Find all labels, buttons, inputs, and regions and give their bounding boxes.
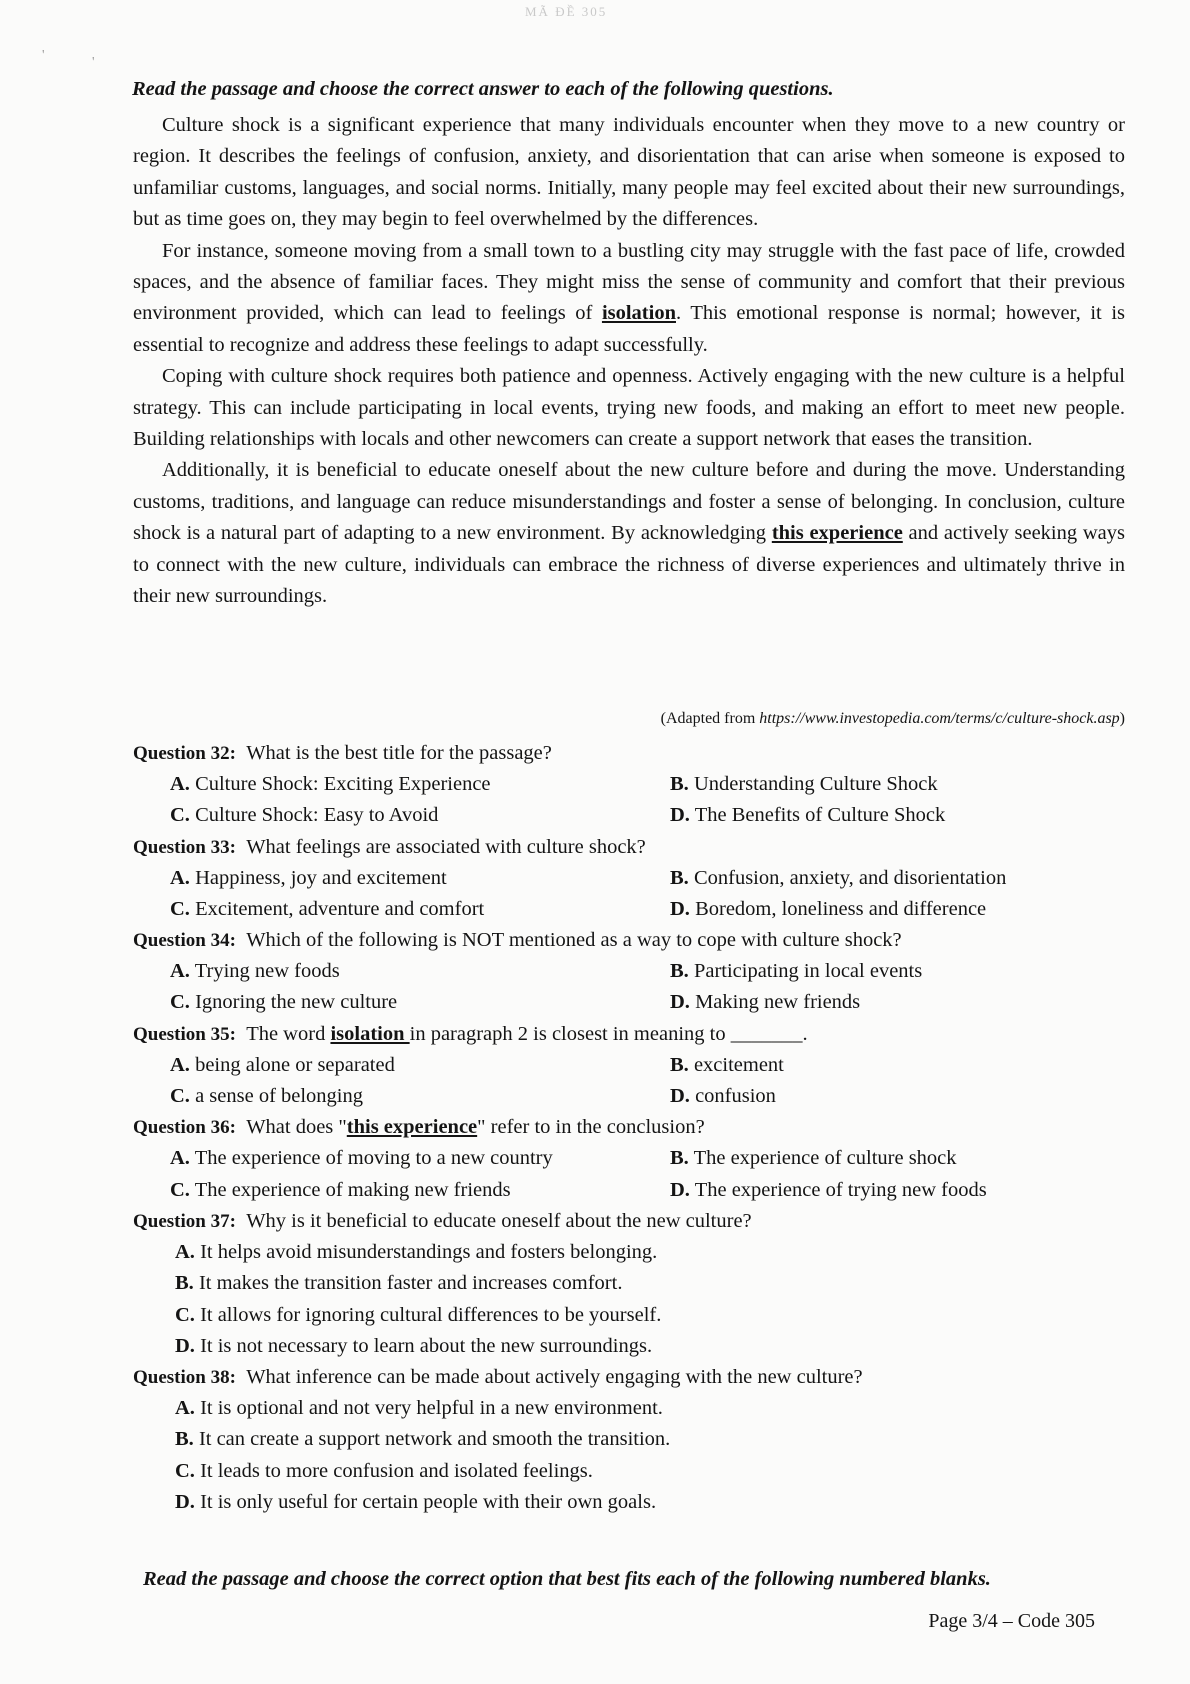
answer-option[interactable]: [175, 1268, 1123, 1299]
keyword-isolation: isolation: [601, 302, 676, 325]
option-letter: C.: [170, 1178, 190, 1201]
option-letter: D.: [670, 1085, 690, 1108]
answer-options: [133, 863, 1123, 926]
question-keyword: isolation: [330, 1022, 410, 1045]
question-block: [133, 738, 1123, 832]
option-text: The experience of making new friends: [194, 1178, 511, 1201]
keyword-this-experience: this experience: [771, 522, 903, 545]
instruction-top: Read the passage and choose the correct answer to each of the following questions.: [132, 78, 834, 100]
answer-options: [133, 956, 1123, 1019]
answer-option[interactable]: [170, 894, 670, 925]
question-stem: [133, 1362, 1123, 1393]
option-text: Trying new foods: [194, 960, 340, 983]
source-citation: (Adapted from https://www.investopedia.com/terms/c/culture-shock.asp): [660, 710, 1125, 727]
answer-option[interactable]: [175, 1456, 1123, 1487]
question-text: What feelings are associated with culture shock?: [246, 835, 646, 858]
option-letter: D.: [175, 1334, 195, 1357]
option-text: Making new friends: [695, 991, 861, 1014]
option-letter: A.: [170, 1053, 190, 1076]
answer-option[interactable]: [170, 1175, 670, 1206]
question-keyword: this experience: [346, 1116, 478, 1139]
question-text: What inference can be made about actively engaging with the new culture?: [246, 1366, 863, 1389]
paragraph-1: Culture shock is a significant experience that many individuals encounter when they move to a new country or region. It describes the feelings of confusion, anxiety, and disorientation that can arise when someone is exposed to unfamiliar customs, languages, and social norms. Initially, many people may feel excited about their new surroundings, but as time goes on, they may begin to feel overwhelmed by the differences.: [133, 114, 1125, 231]
option-letter: C.: [170, 991, 190, 1014]
option-letter: B.: [175, 1428, 194, 1451]
option-letter: D.: [670, 991, 690, 1014]
option-text: It leads to more confusion and isolated feelings.: [200, 1459, 593, 1482]
scan-mark: ': [42, 48, 45, 63]
paragraph-2: For instance, someone moving from a small town to a bustling city may struggle with the fast pace of life, crowded spaces, and the absence of familiar faces. They might miss the sense of community and comfort that their previous environment provided, which can lead to feelings of isolation. This emotional response is normal; however, it is essential to recognize and address these feelings to adapt successfully.: [133, 239, 1125, 356]
option-text: It is not necessary to learn about the new surroundings.: [200, 1334, 653, 1357]
option-letter: C.: [170, 804, 190, 827]
option-letter: B.: [670, 1147, 689, 1170]
answer-option[interactable]: [170, 956, 670, 987]
option-letter: B.: [175, 1272, 194, 1295]
question-stem: [133, 832, 1123, 863]
answer-options: [133, 1237, 1123, 1362]
question-stem: [133, 1206, 1123, 1237]
question-text: Why is it beneficial to educate oneself about the new culture?: [246, 1209, 752, 1232]
question-block: [133, 1206, 1123, 1362]
answer-option[interactable]: [175, 1487, 1123, 1518]
option-letter: C.: [170, 897, 190, 920]
option-text: It can create a support network and smooth the transition.: [198, 1428, 671, 1451]
option-text: It is only useful for certain people with their own goals.: [200, 1491, 657, 1514]
answer-options: [133, 769, 1123, 832]
answer-option[interactable]: [170, 987, 670, 1018]
answer-options: [133, 1050, 1123, 1113]
option-letter: A.: [170, 1147, 190, 1170]
question-number: Question 34:: [133, 930, 236, 952]
option-text: Boredom, loneliness and difference: [695, 897, 987, 920]
answer-option[interactable]: [170, 1143, 670, 1174]
instruction-bottom: Read the passage and choose the correct option that best fits each of the following numbered blanks.: [143, 1568, 991, 1590]
option-letter: B.: [670, 1053, 689, 1076]
question-block: [133, 832, 1123, 926]
answer-option[interactable]: [670, 1081, 1120, 1112]
option-text: Ignoring the new culture: [195, 991, 398, 1014]
question-number: Question 35:: [133, 1023, 236, 1045]
option-letter: C.: [170, 1085, 190, 1108]
option-letter: C.: [175, 1303, 195, 1326]
answer-option[interactable]: [170, 863, 670, 894]
option-text: a sense of belonging: [195, 1085, 364, 1108]
option-text: The Benefits of Culture Shock: [694, 804, 946, 827]
answer-option[interactable]: [670, 769, 1120, 800]
answer-option[interactable]: [175, 1300, 1123, 1331]
option-letter: C.: [175, 1459, 195, 1482]
answer-option[interactable]: [670, 1050, 1120, 1081]
answer-option[interactable]: [670, 894, 1120, 925]
option-letter: B.: [670, 773, 689, 795]
answer-option[interactable]: [670, 987, 1120, 1018]
scan-mark: ': [92, 55, 95, 70]
option-text: The experience of trying new foods: [694, 1178, 987, 1201]
answer-options: [133, 1143, 1123, 1206]
answer-option[interactable]: [175, 1424, 1123, 1455]
question-stem: Question 36: What does "this experience" refer to in the conclusion?: [133, 1116, 705, 1139]
question-text: Which of the following is NOT mentioned as a way to cope with culture shock?: [246, 929, 902, 952]
option-text: Participating in local events: [693, 960, 923, 983]
option-text: Culture Shock: Easy to Avoid: [195, 804, 439, 827]
paragraph-3: Coping with culture shock requires both patience and openness. Actively engaging with the new culture is a helpful strategy. This can include participating in local events, trying new foods, and making an effort to meet new people. Building relationships with locals and other newcomers can create a support network that eases the transition.: [133, 365, 1125, 451]
option-text: Confusion, anxiety, and disorientation: [693, 866, 1007, 889]
paragraph-4: Additionally, it is beneficial to educate oneself about the new culture before and during the move. Understanding customs, traditions, and language can reduce misunderstandings and foster a sense of belonging. In conclusion, culture shock is a natural part of adapting to a new environment. By acknowledging this experience and actively seeking ways to connect with the new culture, individuals can embrace the richness of diverse experiences and ultimately thrive in their new surroundings.: [133, 459, 1125, 608]
reading-passage: [133, 110, 1125, 613]
answer-option[interactable]: [670, 1175, 1120, 1206]
option-letter: A.: [175, 1397, 195, 1420]
answer-option[interactable]: [170, 1050, 670, 1081]
question-number: Question 33:: [133, 836, 236, 858]
option-text: The experience of culture shock: [693, 1147, 957, 1170]
question-number: Question 37:: [133, 1210, 236, 1232]
question-number: Question 36:: [133, 1117, 236, 1139]
answer-option[interactable]: [170, 1081, 670, 1112]
option-letter: D.: [175, 1491, 195, 1514]
option-text: confusion: [695, 1085, 776, 1108]
option-text: It is optional and not very helpful in a new environment.: [200, 1397, 663, 1420]
option-letter: B.: [670, 960, 689, 983]
option-letter: D.: [670, 1178, 690, 1201]
page-footer: Page 3/4 – Code 305: [928, 1610, 1095, 1632]
question-block: [133, 925, 1123, 1019]
option-text: Understanding Culture Shock: [693, 773, 938, 795]
question-text: What is the best title for the passage?: [246, 742, 552, 764]
answer-option[interactable]: [175, 1331, 1123, 1362]
question-number: Question 38:: [133, 1367, 236, 1389]
answer-option[interactable]: [670, 863, 1120, 894]
option-text: It helps avoid misunderstandings and fosters belonging.: [200, 1240, 658, 1263]
option-letter: A.: [170, 773, 190, 795]
answer-option[interactable]: [170, 769, 670, 800]
answer-option[interactable]: [175, 1237, 1123, 1268]
answer-option[interactable]: [670, 800, 1120, 831]
answer-option[interactable]: [175, 1393, 1123, 1424]
option-text: It makes the transition faster and increases comfort.: [198, 1272, 623, 1295]
question-list: [133, 738, 1123, 1518]
option-text: being alone or separated: [195, 1053, 395, 1076]
option-text: Culture Shock: Exciting Experience: [195, 773, 491, 795]
answer-option[interactable]: [670, 956, 1120, 987]
option-text: The experience of moving to a new country: [194, 1147, 553, 1170]
option-letter: A.: [170, 960, 190, 983]
option-text: excitement: [693, 1053, 784, 1076]
answer-options: [133, 1393, 1123, 1518]
answer-option[interactable]: [170, 800, 670, 831]
option-letter: D.: [670, 804, 690, 827]
header-mark: MÃ ĐỀ 305: [525, 4, 608, 19]
option-letter: B.: [670, 866, 689, 889]
option-letter: D.: [670, 897, 690, 920]
option-letter: A.: [170, 866, 190, 889]
question-block: [133, 1019, 1123, 1113]
question-stem: [133, 738, 1123, 769]
option-text: It allows for ignoring cultural differences to be yourself.: [200, 1303, 662, 1326]
question-block: [133, 1112, 1123, 1206]
option-letter: A.: [175, 1240, 195, 1263]
question-block: [133, 1362, 1123, 1518]
question-stem: Question 35: The word isolation in paragraph 2 is closest in meaning to _______.: [133, 1022, 808, 1045]
answer-option[interactable]: [670, 1143, 1120, 1174]
question-stem: [133, 925, 1123, 956]
option-text: Excitement, adventure and comfort: [195, 897, 485, 920]
source-url: https://www.investopedia.com/terms/c/culture-shock.asp: [759, 710, 1120, 727]
question-number: Question 32:: [133, 743, 236, 764]
option-text: Happiness, joy and excitement: [195, 866, 447, 889]
